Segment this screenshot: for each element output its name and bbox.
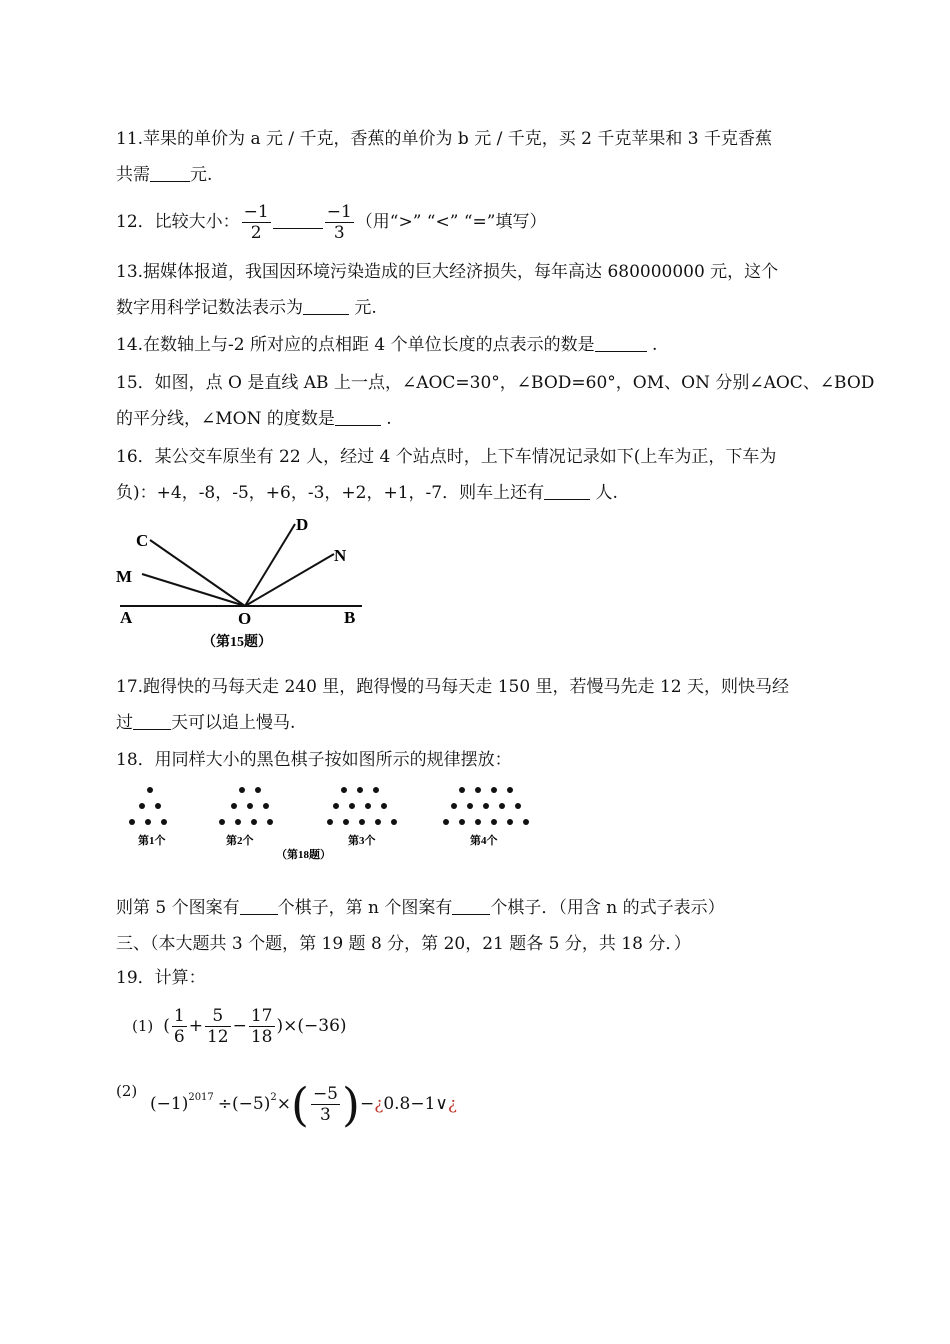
dot [147, 787, 153, 793]
q19-p1-minus: − [232, 1016, 247, 1036]
q17-line2 [116, 712, 295, 734]
dot [499, 803, 505, 809]
dot [491, 787, 497, 793]
q19-p2-frac [311, 1084, 340, 1125]
q12-prefix: 12．比较大小： [116, 212, 240, 232]
q19-p2-tail1: − [359, 1094, 375, 1114]
section-3-heading: 三、（本大题共 3 个题，第 19 题 8 分，第 20，21 题各 5 分，共 18 分．） [116, 934, 691, 954]
pattern-4-label: 第4个 [470, 835, 498, 847]
q16-line2-after: 人. [590, 483, 618, 503]
q19-p2-frac-den: 3 [320, 1105, 331, 1125]
q11-line2 [116, 164, 212, 186]
dot [239, 787, 245, 793]
q19-p2-right-paren: ) [342, 1077, 360, 1132]
q17-line1: 17.跑得快的马每天走 240 里，跑得慢的马每天走 150 里，若慢马先走 12 天，则快马经 [116, 677, 789, 697]
q19-p2-exp1: 2017 [188, 1092, 214, 1103]
pattern-3 [327, 787, 397, 825]
q19-p1-frac3-den: 18 [250, 1027, 273, 1047]
figure-18-caption: （第18题） [276, 849, 331, 861]
q16-answer-blank [544, 483, 590, 500]
q19-p1-frac1 [172, 1006, 187, 1047]
q19-p1-frac3-num: 17 [250, 1006, 273, 1026]
q15-line1: 15．如图，点 O 是直线 AB 上一点，∠AOC=30°，∠BOD=60°，OM、ON 分别∠AOC、∠BOD [116, 373, 875, 393]
ray-oc [150, 540, 245, 606]
q15-line2 [116, 408, 392, 430]
q13-answer-blank [303, 298, 349, 315]
q16-line1: 16．某公交车原坐有 22 人，经过 4 个站点时，上下车情况记录如下(上车为正，下车为 [116, 447, 777, 467]
q12-suffix: （用“>” “<” “=”填写） [355, 212, 547, 232]
q19-p2-exp2: 2 [270, 1092, 277, 1103]
q11-line1: 11.苹果的单价为 a 元 / 千克，香蕉的单价为 b 元 / 千克，买 2 千克苹果和 3 千克香蕉 [116, 129, 772, 149]
q19-p1-frac1-num: 1 [173, 1006, 185, 1026]
q19-p1-label: (1) [132, 1017, 154, 1035]
figure-15-angle-diagram [112, 510, 372, 660]
pattern-3-label: 第3个 [348, 835, 376, 847]
q19-p2-glyph2: ¿ [447, 1094, 457, 1114]
q18-answer-part3: 个棋子．（用含 n 的式子表示） [490, 898, 725, 918]
dot [459, 819, 465, 825]
q19-p2-frac-num: −5 [312, 1084, 338, 1104]
ray-om [142, 574, 245, 606]
q17-line2-before: 过 [116, 713, 133, 733]
q18-answer-blank-1 [240, 898, 278, 915]
dot [341, 787, 347, 793]
dot [357, 787, 363, 793]
dot [467, 803, 473, 809]
q19-p1-frac3 [249, 1006, 275, 1047]
dot [523, 819, 529, 825]
dot [155, 803, 161, 809]
dot [515, 803, 521, 809]
dot [507, 787, 513, 793]
dot [267, 819, 273, 825]
q12-fraction-1 [242, 202, 271, 243]
dot [333, 803, 339, 809]
q14-before: 14.在数轴上与-2 所对应的点相距 4 个单位长度的点表示的数是 [116, 335, 595, 355]
dot [375, 819, 381, 825]
dot [507, 819, 513, 825]
q19-p1-frac2-den: 12 [206, 1027, 229, 1047]
q19-p1-frac2-num: 5 [205, 1006, 231, 1027]
q19-p1-frac1-den: 6 [173, 1027, 185, 1047]
q12-frac2-den: 3 [333, 223, 345, 243]
q11-line2-after: 元. [190, 165, 213, 185]
figure-15-caption: （第15题） [202, 635, 272, 650]
dot [247, 803, 253, 809]
dot [483, 803, 489, 809]
q19-p2-times: × [276, 1094, 291, 1114]
q19-p2-base: (−1) [150, 1094, 189, 1114]
pattern-4 [443, 787, 529, 825]
q12-frac1-den: 2 [250, 223, 262, 243]
q14-line [116, 334, 657, 356]
dot [251, 819, 257, 825]
q12-frac1-num: −1 [243, 202, 269, 222]
q18-answer-blank-2 [452, 898, 490, 915]
q13-line1: 13.据媒体报道，我国因环境污染造成的巨大经济损失，每年高达 680000000 元，这个 [116, 262, 779, 282]
q19-p1-plus: + [188, 1016, 203, 1036]
dot [443, 819, 449, 825]
dot [381, 803, 387, 809]
figure-18-dot-patterns [118, 780, 558, 864]
dot [475, 787, 481, 793]
q16-line2-before: 负)：+4，-8，-5，+6，-3，+2，+1，-7．则车上还有 [116, 483, 545, 503]
q13-line2-before: 数字用科学记数法表示为 [116, 298, 303, 318]
dot [451, 803, 457, 809]
q19-p2-div: ÷(−5) [217, 1094, 271, 1114]
ray-on [245, 554, 334, 606]
label-a: A [120, 608, 133, 627]
dot [139, 803, 145, 809]
q19-p1-tail: )×(−36) [276, 1016, 347, 1036]
q19-p2-glyph1: ¿ [374, 1094, 384, 1114]
dot [391, 819, 397, 825]
dot [327, 819, 333, 825]
dot [145, 819, 151, 825]
dot [161, 819, 167, 825]
pattern-1 [129, 787, 167, 825]
dot [219, 819, 225, 825]
dot [231, 803, 237, 809]
q11-answer-blank [150, 165, 190, 182]
q13-line2-after: 元. [349, 298, 377, 318]
label-n: N [334, 546, 347, 565]
q19-p2-label: (2) [116, 1082, 138, 1100]
dot [459, 787, 465, 793]
dot [343, 819, 349, 825]
dot [373, 787, 379, 793]
q15-line2-before: 的平分线，∠MON 的度数是 [116, 409, 335, 429]
label-o: O [238, 609, 252, 628]
dot [255, 787, 261, 793]
ray-od [245, 524, 295, 606]
q13-line2 [116, 297, 377, 319]
q12-line [116, 200, 546, 244]
label-b: B [344, 608, 356, 627]
dot [359, 819, 365, 825]
dot [235, 819, 241, 825]
q17-line2-after: 天可以追上慢马. [171, 713, 296, 733]
dot [365, 803, 371, 809]
q11-line2-before: 共需 [116, 165, 150, 185]
dot [263, 803, 269, 809]
label-m: M [116, 567, 133, 586]
q18-answer-part1: 则第 5 个图案有 [116, 898, 240, 918]
q19-p2-left-paren: ( [290, 1077, 309, 1132]
pattern-2 [219, 787, 273, 825]
dot [491, 819, 497, 825]
pattern-1-label: 第1个 [138, 835, 166, 847]
q19-title: 19．计算： [116, 968, 206, 988]
q19-p2-mid: 0.8−1∨ [383, 1094, 448, 1114]
pattern-2-label: 第2个 [226, 835, 254, 847]
dot [129, 819, 135, 825]
q18-answer-part2: 个棋子，第 n 个图案有 [277, 898, 453, 918]
q12-fraction-2 [325, 202, 354, 243]
label-d: D [296, 515, 309, 534]
dot [349, 803, 355, 809]
q19-p1-open: ( [163, 1016, 170, 1036]
q14-after: . [646, 335, 658, 355]
q12-frac2-num: −1 [326, 202, 352, 222]
q18-answer-line [116, 897, 725, 919]
label-c: C [136, 531, 149, 550]
dot [475, 819, 481, 825]
q16-line2 [116, 482, 618, 504]
q17-answer-blank [133, 713, 171, 730]
q19-part1 [132, 1002, 347, 1050]
q14-answer-blank [595, 335, 647, 352]
q18-text: 18．用同样大小的黑色棋子按如图所示的规律摆放： [116, 750, 512, 770]
q19-p1-frac2 [205, 1006, 231, 1047]
q15-line2-after: . [380, 409, 392, 429]
q19-part2 [150, 1070, 457, 1132]
q15-answer-blank [335, 409, 381, 426]
q12-answer-blank [273, 212, 323, 229]
